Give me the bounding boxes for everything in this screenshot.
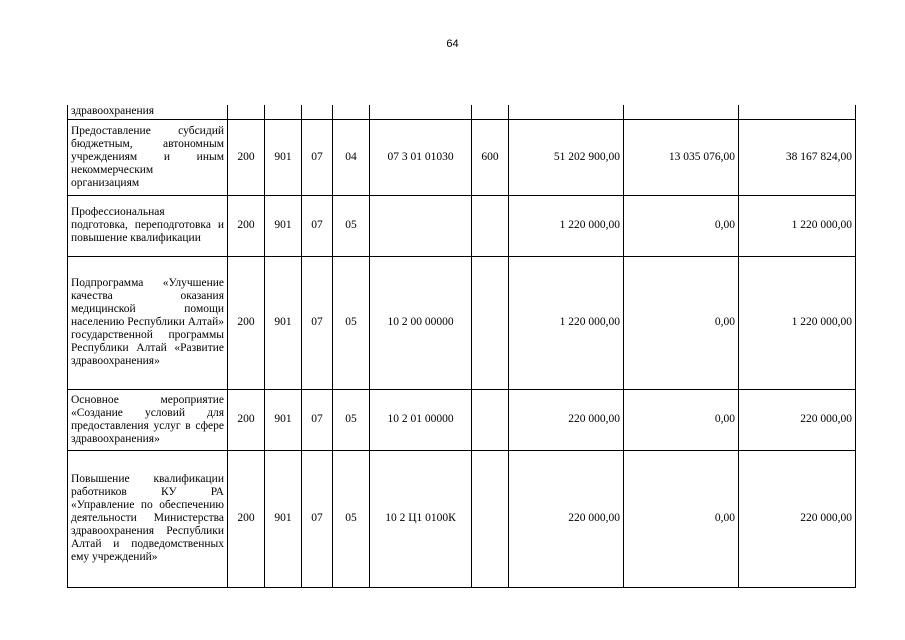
cell-grbs: 200	[228, 389, 265, 450]
cell-rz: 07	[302, 119, 333, 195]
cell-csr	[370, 105, 472, 119]
cell-ved: 901	[265, 195, 302, 256]
cell-sum-2: 0,00	[624, 450, 739, 587]
cell-vr: 600	[472, 119, 509, 195]
cell-sum-2	[624, 105, 739, 119]
cell-sum-1	[509, 105, 624, 119]
table-row	[68, 389, 856, 450]
cell-sum-2: 13 035 076,00	[624, 119, 739, 195]
table-row	[68, 105, 856, 119]
table-row	[68, 256, 856, 389]
cell-grbs: 200	[228, 195, 265, 256]
cell-rz	[302, 105, 333, 119]
row-name: Основное мероприятие «Создание условий для предоставления услуг в сфере здравоохранения»	[68, 389, 228, 450]
cell-csr: 10 2 01 00000	[370, 389, 472, 450]
cell-pr: 05	[333, 450, 370, 587]
cell-vr	[472, 389, 509, 450]
cell-grbs: 200	[228, 256, 265, 389]
cell-sum-1: 1 220 000,00	[509, 195, 624, 256]
cell-ved: 901	[265, 389, 302, 450]
row-name: Предоставление субсидий бюджетным, автономным учреждениям и иным некоммерческим организациям	[68, 119, 228, 195]
cell-ved	[265, 105, 302, 119]
cell-rz: 07	[302, 389, 333, 450]
cell-rz: 07	[302, 195, 333, 256]
row-name: Повышение квалификации работников КУ РА «Управление по обеспечению деятельности Министерства здравоохранения Республики Алтай и подведомственных ему учреждений»	[68, 450, 228, 587]
cell-grbs: 200	[228, 119, 265, 195]
cell-sum-3: 220 000,00	[739, 389, 856, 450]
cell-vr	[472, 256, 509, 389]
page-number: 64	[446, 38, 459, 50]
row-name: Профессиональная подготовка, переподготовка и повышение квалификации	[68, 195, 228, 256]
cell-grbs	[228, 105, 265, 119]
cell-pr	[333, 105, 370, 119]
cell-sum-3: 1 220 000,00	[739, 256, 856, 389]
cell-sum-2: 0,00	[624, 389, 739, 450]
cell-rz: 07	[302, 450, 333, 587]
cell-ved: 901	[265, 450, 302, 587]
cell-grbs: 200	[228, 450, 265, 587]
cell-sum-1: 220 000,00	[509, 389, 624, 450]
cell-ved: 901	[265, 256, 302, 389]
cell-pr: 05	[333, 195, 370, 256]
cell-pr: 04	[333, 119, 370, 195]
cell-ved: 901	[265, 119, 302, 195]
cell-sum-3: 38 167 824,00	[739, 119, 856, 195]
cell-csr	[370, 195, 472, 256]
row-name: здравоохранения	[68, 105, 228, 119]
cell-csr: 10 2 Ц1 0100К	[370, 450, 472, 587]
cell-sum-2: 0,00	[624, 256, 739, 389]
table-row	[68, 119, 856, 195]
cell-sum-1: 1 220 000,00	[509, 256, 624, 389]
cell-csr: 07 3 01 01030	[370, 119, 472, 195]
row-name: Подпрограмма «Улучшение качества оказания медицинской помощи населению Республики Алтай» государственной программы Республики Алтай «Развитие здравоохранения»	[68, 256, 228, 389]
cell-pr: 05	[333, 256, 370, 389]
cell-sum-1: 51 202 900,00	[509, 119, 624, 195]
cell-sum-3	[739, 105, 856, 119]
cell-sum-3: 220 000,00	[739, 450, 856, 587]
budget-table	[67, 105, 856, 588]
cell-sum-1: 220 000,00	[509, 450, 624, 587]
cell-sum-3: 1 220 000,00	[739, 195, 856, 256]
cell-vr	[472, 105, 509, 119]
cell-vr	[472, 450, 509, 587]
cell-csr: 10 2 00 00000	[370, 256, 472, 389]
cell-vr	[472, 195, 509, 256]
cell-rz: 07	[302, 256, 333, 389]
table-row	[68, 450, 856, 587]
cell-pr: 05	[333, 389, 370, 450]
cell-sum-2: 0,00	[624, 195, 739, 256]
table-row	[68, 195, 856, 256]
